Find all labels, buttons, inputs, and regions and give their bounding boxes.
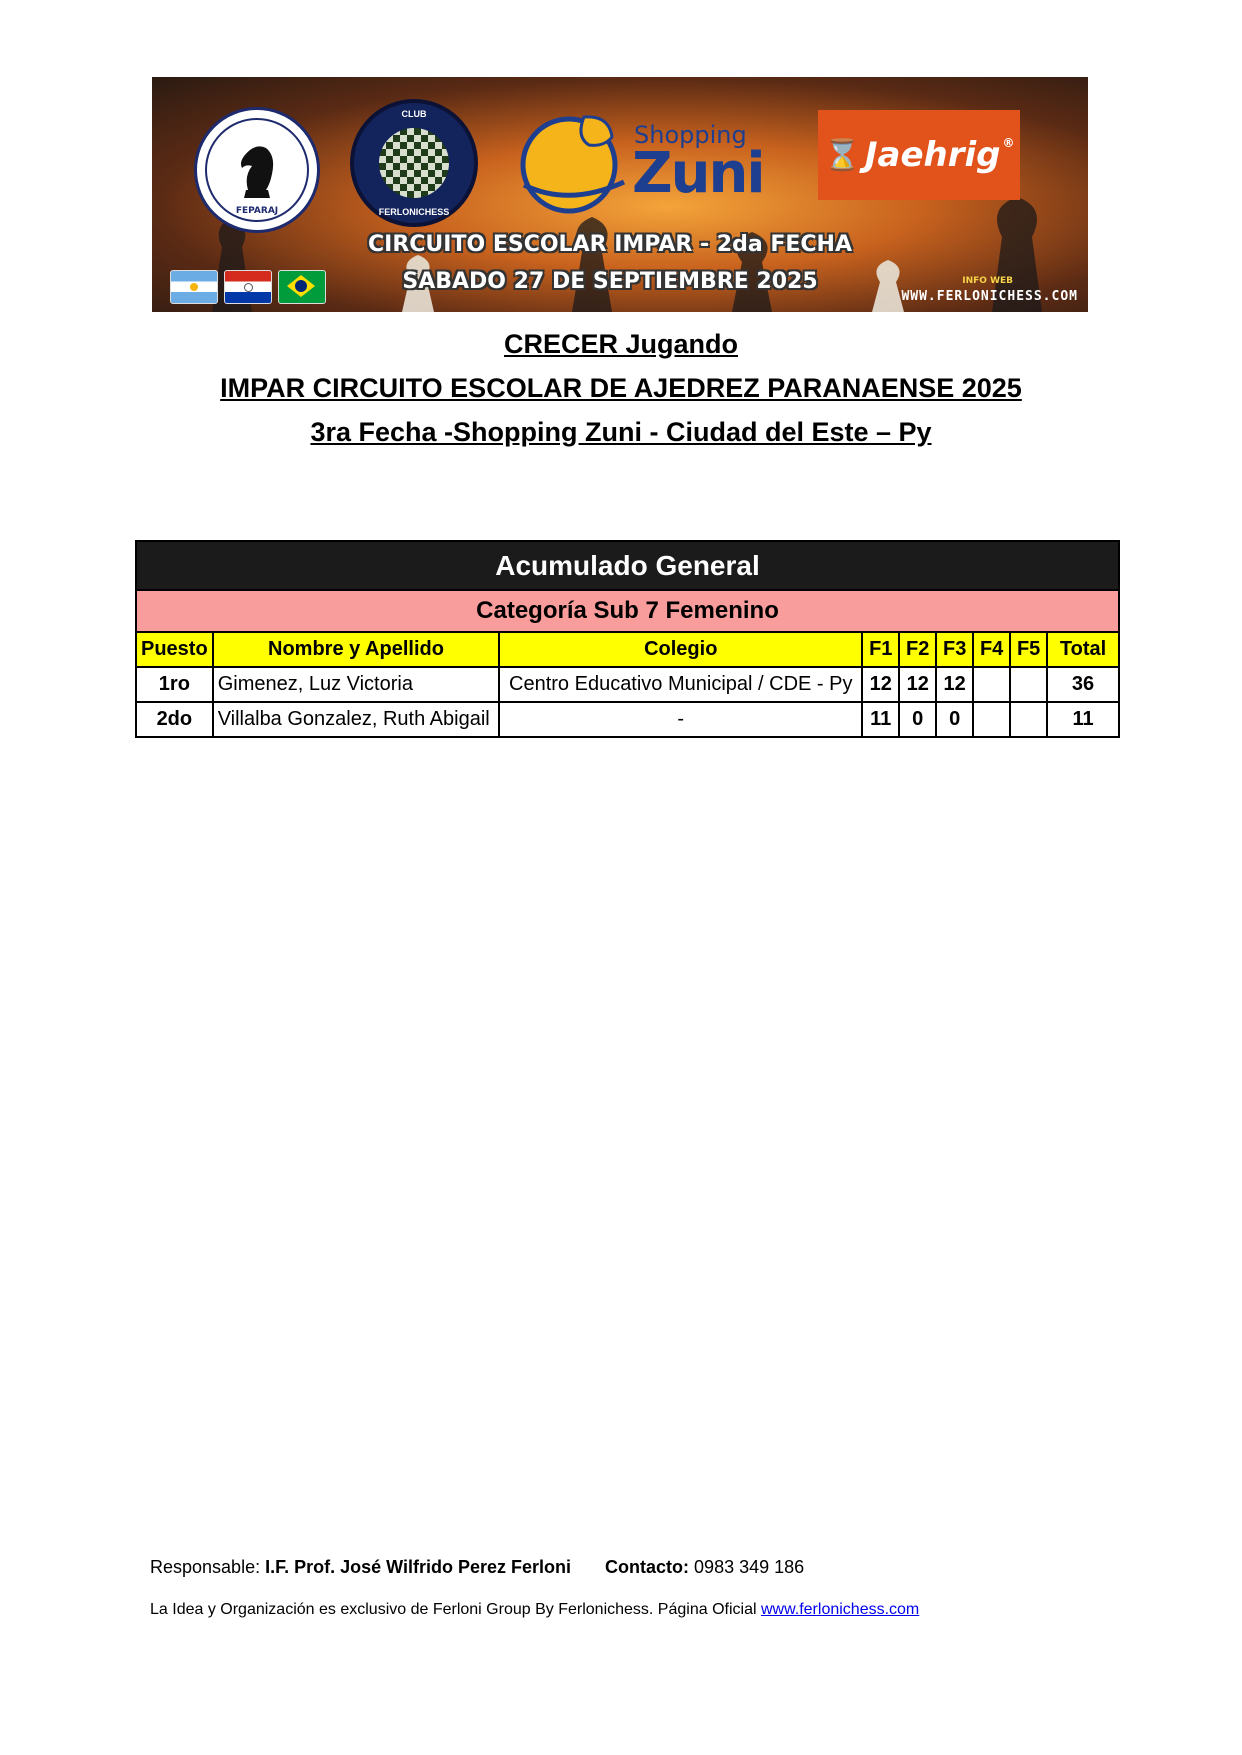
contacto-label: Contacto: bbox=[605, 1557, 690, 1577]
cell-f2: 0 bbox=[899, 702, 936, 737]
title-line-3: 3ra Fecha -Shopping Zuni - Ciudad del Este – Py bbox=[310, 417, 932, 447]
table-category: Categoría Sub 7 Femenino bbox=[136, 590, 1119, 632]
club-top-text: CLUB bbox=[401, 109, 427, 119]
standings-table bbox=[135, 540, 1120, 738]
zuni-sun-icon bbox=[514, 107, 634, 217]
registered-icon: ® bbox=[1002, 136, 1015, 150]
document-titles bbox=[0, 322, 1242, 454]
col-f5: F5 bbox=[1010, 632, 1047, 667]
feparaj-logo bbox=[194, 107, 320, 233]
official-website-link[interactable]: www.ferlonichess.com bbox=[760, 1601, 920, 1618]
footer-responsable bbox=[150, 1557, 804, 1578]
brazil-flag-icon bbox=[278, 270, 326, 304]
argentina-flag-icon bbox=[170, 270, 218, 304]
cell-f3: 12 bbox=[936, 667, 973, 702]
cell-colegio: Centro Educativo Municipal / CDE - Py bbox=[499, 667, 862, 702]
col-f4: F4 bbox=[973, 632, 1010, 667]
contacto-value: 0983 349 186 bbox=[694, 1557, 805, 1577]
responsable-label: Responsable: bbox=[150, 1557, 261, 1577]
cell-f4 bbox=[973, 702, 1010, 737]
table-row bbox=[136, 667, 1119, 702]
banner-event-title: CIRCUITO ESCOLAR IMPAR - 2da FECHA bbox=[368, 232, 852, 257]
flags bbox=[170, 270, 326, 304]
table-header-row bbox=[136, 632, 1119, 667]
cell-f4 bbox=[973, 667, 1010, 702]
col-f2: F2 bbox=[899, 632, 936, 667]
cell-nombre: Villalba Gonzalez, Ruth Abigail bbox=[213, 702, 500, 737]
cell-f3: 0 bbox=[936, 702, 973, 737]
banner-website: WWW.FERLONICHESS.COM bbox=[901, 289, 1078, 304]
hourglass-icon: ⌛ bbox=[823, 137, 861, 173]
title-line-1: CRECER Jugando bbox=[503, 329, 738, 359]
cell-puesto: 2do bbox=[136, 702, 213, 737]
header-banner bbox=[152, 77, 1088, 312]
cell-f1: 11 bbox=[862, 702, 899, 737]
cell-colegio: - bbox=[499, 702, 862, 737]
col-f1: F1 bbox=[862, 632, 899, 667]
col-colegio: Colegio bbox=[499, 632, 862, 667]
col-total: Total bbox=[1047, 632, 1119, 667]
cell-puesto: 1ro bbox=[136, 667, 213, 702]
cell-f5 bbox=[1010, 667, 1047, 702]
paraguay-flag-icon bbox=[224, 270, 272, 304]
jaehrig-logo bbox=[818, 110, 1020, 200]
table-row bbox=[136, 702, 1119, 737]
banner-event-date: SABADO 27 DE SEPTIEMBRE 2025 bbox=[402, 269, 818, 294]
cell-nombre: Gimenez, Luz Victoria bbox=[213, 667, 500, 702]
organization-text: La Idea y Organización es exclusivo de Ferloni Group By Ferlonichess. Página Oficial bbox=[150, 1601, 757, 1618]
responsable-name: I.F. Prof. José Wilfrido Perez Ferloni bbox=[265, 1557, 571, 1577]
cell-f5 bbox=[1010, 702, 1047, 737]
jaehrig-text: Jaehrig bbox=[864, 135, 1001, 175]
chessboard-icon bbox=[379, 128, 449, 198]
col-nombre: Nombre y Apellido bbox=[213, 632, 500, 667]
shopping-zuni-logo bbox=[514, 107, 774, 217]
feparaj-text: FEPARAJ bbox=[235, 206, 279, 216]
col-f3: F3 bbox=[936, 632, 973, 667]
info-web-label: INFO WEB bbox=[962, 276, 1013, 286]
club-bottom-text: FERLONICHESS bbox=[378, 207, 450, 217]
cell-total: 36 bbox=[1047, 667, 1119, 702]
club-ferlonichess-logo bbox=[350, 99, 478, 227]
cell-f1: 12 bbox=[862, 667, 899, 702]
zuni-name-text: Zuni bbox=[632, 141, 764, 206]
title-line-2: IMPAR CIRCUITO ESCOLAR DE AJEDREZ PARANAENSE 2025 bbox=[220, 373, 1022, 403]
footer-organization bbox=[150, 1601, 919, 1619]
cell-f2: 12 bbox=[899, 667, 936, 702]
zuni-shopping-text: Shopping bbox=[634, 121, 747, 149]
col-puesto: Puesto bbox=[136, 632, 213, 667]
table-title: Acumulado General bbox=[136, 541, 1119, 590]
cell-total: 11 bbox=[1047, 702, 1119, 737]
